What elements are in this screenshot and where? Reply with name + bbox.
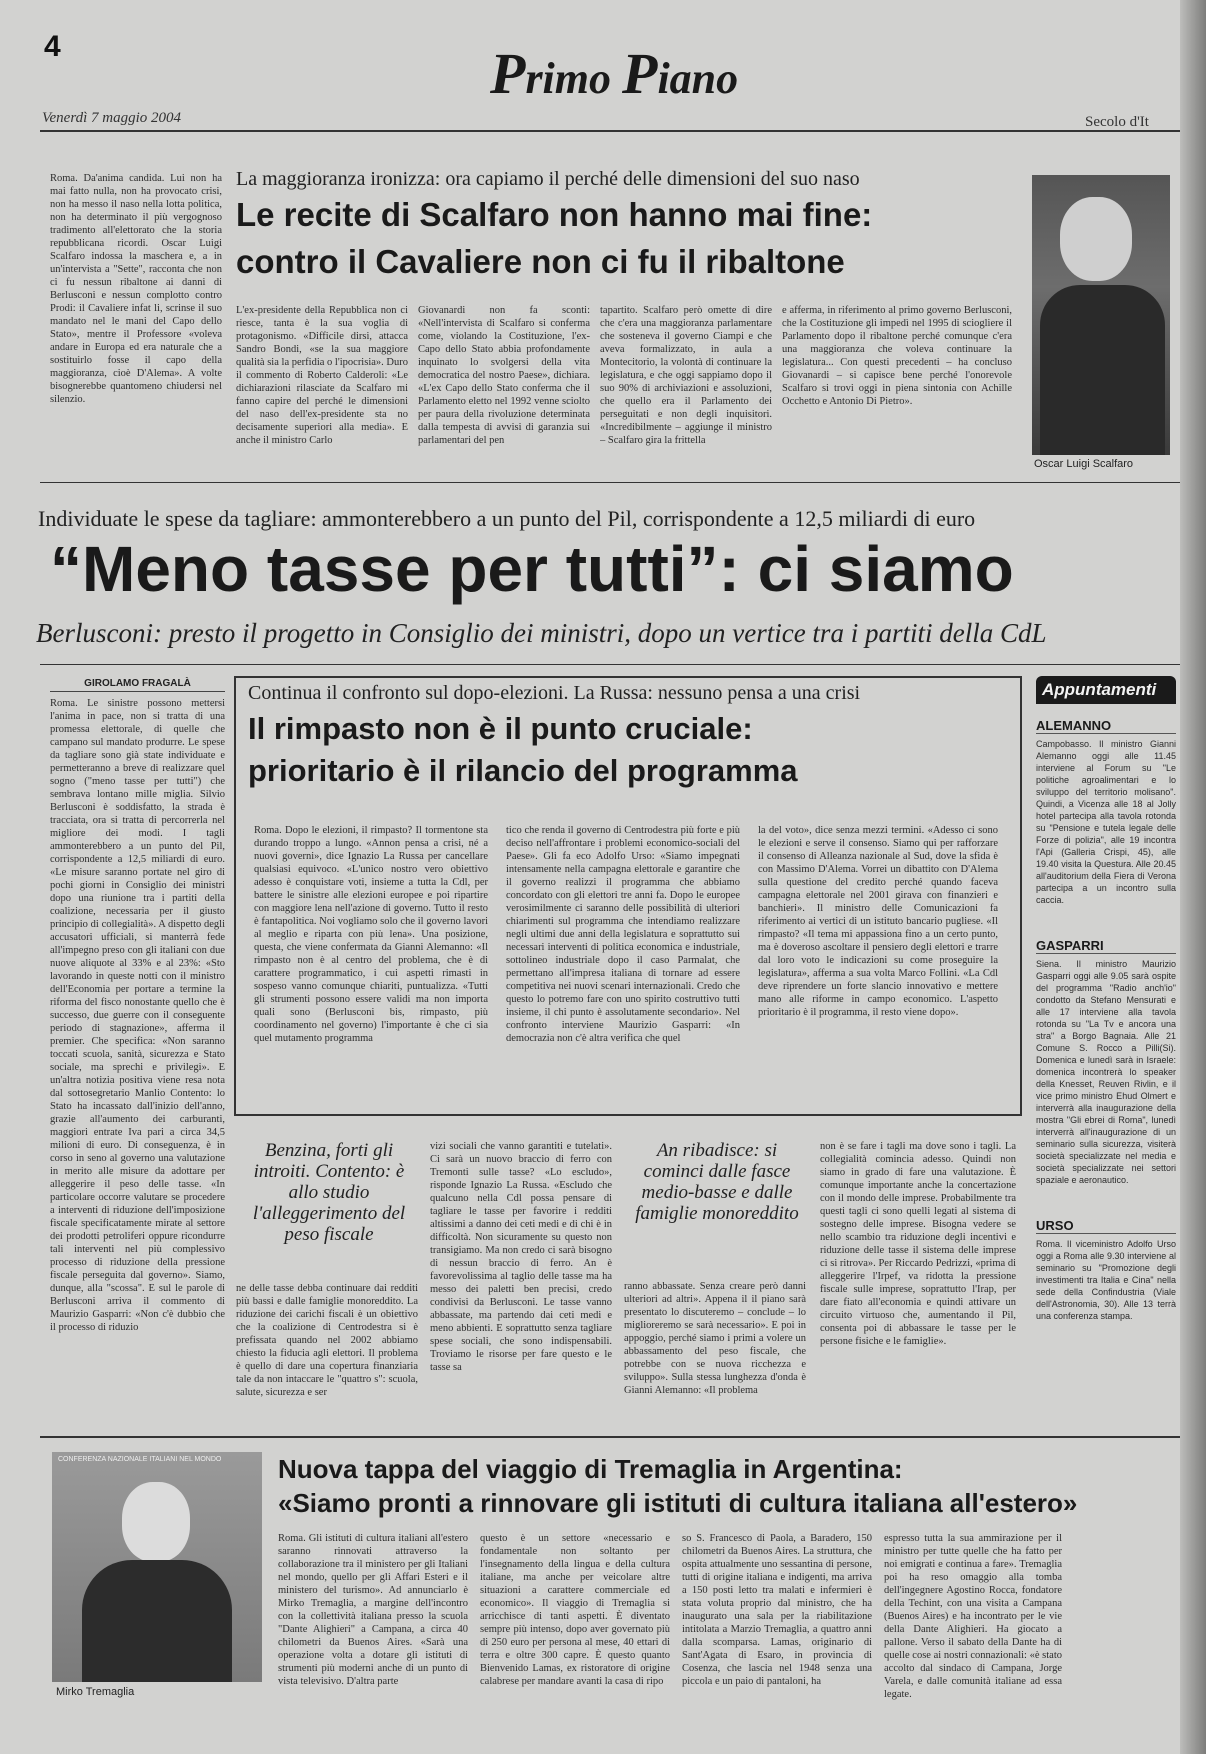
tremaglia-body-col1: Roma. Gli istituti di cultura italiani all'estero saranno rinnovati attraverso la collaborazione tra il ministero per gli Italiani nel mondo, quello per gli Affari Esteri e il ministero del turismo». Ad annunciarlo è Mirko Tremaglia, a margine dell'incontro con la collettività italiana presso la scuola "Dante Alighieri" a Campana, a circa 40 chilometri da Buenos Aires. «Sarà una operazione volta a dotare gli istituti di strumenti più moderni anche di un punto di vista televisivo. D'altra parte — [278, 1533, 468, 1687]
tremaglia-body-col3: so S. Francesco di Paola, a Baradero, 150 chilometri da Buenos Aires. La struttura, che ospita attualmente uno sessantina di persone, tutti di origine italiana e indigenti, ma arriva a 150 posti letto tra malati e infermieri è stata voluta proprio dal ministro, che ha inaugurato una sala per la riabilitazione intitolata a Marzio Tremaglia, a quattro anni dalla scomparsa. Lamas, originario di Sant'Agata di Esaro, in provincia di Cosenza, che lascia nel 1948 senza una piccola e un paio di pantaloni, ha — [682, 1533, 872, 1687]
tremaglia-body-col2: questo è un settore «necessario e fondamentale non soltanto per l'insegnamento della lingua e della cultura italiane, ma anche per veicolare altre situazioni a carattere commerciale ed economico». Il viaggio di Tremaglia si arricchisce di tanti aspetti. È diventato sempre più intenso, dopo aver governato più di 250 euro per persona al mese, 40 ettari di terra e oltre 300 capre. È questo quanto Bienvenido Lamas, ex ristoratore di origine calabrese per mandare avanti la casa di ripo — [480, 1533, 670, 1687]
tremaglia-headline-line1: Nuova tappa del viaggio di Tremaglia in Argentina: — [278, 1454, 903, 1484]
tremaglia-photo — [52, 1452, 262, 1682]
rimpasto-kicker: Continua il confronto sul dopo-elezioni. La Russa: nessuno pensa a una crisi — [248, 682, 861, 704]
tremaglia-headline-line2: «Siamo pronti a rinnovare gli istituti di cultura italiana all'estero» — [278, 1488, 1078, 1518]
rimpasto-body-col3: la del voto», dice senza mezzi termini. «Adesso ci sono le elezioni e serve il consenso. Siamo qui per rafforzare il consenso di Alleanza nazionale al Sud, dove la sfida è con Massimo D'Alema. Vorrei un dibattito con D'Alema sulla questione del credito perché quando faceva campagna elettorale nel 2001 girava con finanzieri e banchieri». Il ministro delle Comunicazioni fa riferimento ai vertici di un istituto bancario pugliese. «Il rimpasto? «Il tema mi appassiona fino a un certo punto, ma è doveroso ascoltare il pensiero degli elettori e trarre dal loro voto le indicazioni su come proseguire la legislatura», afferma a sua volta Marco Follini. «La Cdl deve riprendere un forte slancio innovativo e mettere mano alle riforme in campo economico. L'aspetto prioritario è il programma, il resto viene dopo». — [758, 825, 998, 1018]
scalfaro-headline-line2: contro il Cavaliere non ci fu il ribaltone — [236, 243, 845, 280]
tasse-body-col5: non è se fare i tagli ma dove sono i tagli. La collegialità comincia adesso. Quindi non siamo in grado di fare una valutazione. È comunque importante anche la concertazione con il mondo delle imprese. Probabilmente tra questi tagli ci sono quelli legati al sistema di sostegno delle imprese. Bisogna vedere se nello scambio tra riduzione degli incentivi e riduzione delle tasse il sistema delle imprese ci si ritrova». Per Riccardo Pedrizzi, «prima di alleggerire l'Irpef, va ridotta la pressione fiscale sulle imprese, soprattutto l'Irap, per dare fiato all'economia e quindi attivare un circuito virtuoso che, aumentando il Pil, consenta poi di abbassare le tasse per le persone fisiche e le famiglie». — [820, 1141, 1016, 1347]
rimpasto-headline-line2: prioritario è il rilancio del programma — [248, 753, 798, 788]
tasse-body-col1: Roma. Le sinistre possono mettersi l'anima in pace, non si tratta di una promessa elettorale, di quelle che campano sul mandato produrre. Le spese da tagliare sono già state individuate e permetteranno a breve di realizzare quel sogno ("meno tasse per tutti") che sembrava lontano mille miglia. Silvio Berlusconi è soddisfatto, la strada è tracciata, ora si tratta di percorrerla nel migliore dei modi. I tagli ammonterebbero a un punto del Pil, corrispondente a 12,5 miliardi di euro. «Le misure saranno portate nel giro di pochi giorni in Consiglio dei ministri dopo una riunione tra i partiti della coalizione, necessaria per il giusto principio di collegialità». A dispetto degli accusatori ufficiali, si manterrà fede all'impegno preso con gli italiani con due nuove aliquote al 33% e al 23%: «Sto lavorando in queste notti con il ministro dell'Economia per portare a termine la riforma del fisco nonostante quello che è successo, due guerre con il conseguente periodo di stagnazione», afferma il premier. Che specifica: «Non saranno toccati scuola, sanità, sicurezza e Stato sociale, ma sprechi e privilegi». E un'altra notizia positiva viene resa nota dal sottosegretario Manlio Contento: lo Stato ha incassato dall'inizio dell'anno, grazie all'aumento dei carburanti, maggiori entrate Iva pari a circa 34,5 milioni di euro. Di conseguenza, è in corso in seno al governo una valutazione in merito alle misure da adottare per alleggerire il peso delle tasse. «In particolare occorre valutare se procedere a interventi di riduzione dell'imposizione fiscale specificatamente mirate al settore dei prodotti petroliferi oppure ricondurre tali interventi nel più complessivo processo di riduzione della pressione fiscale perseguita dal governo». Siamo, dunque, alla "scossa". E sul le parole di Berlusconi arriva il commento di Maurizio Gasparri: «Non c'è dubbio che il processo di riduzio — [50, 698, 225, 1333]
scalfaro-photo-body — [1040, 285, 1165, 455]
header-rule — [40, 130, 1180, 132]
tasse-subhead-rule — [40, 664, 1180, 665]
tremaglia-body-col4: espresso tutta la sua ammirazione per il ministro per tutte quelle che ha fatto per noi emigrati e continua a fare». Tremaglia poi ha reso omaggio alla tomba dell'ingegnere Agostino Rocca, fondatore della Techint, con una visita a Campana (Buenos Aires) e ha incontrato per le vie della Dante Alighieri. Ha giocato a pallone. Verso il sabato della Dante ha di quelle cose ai nostri connazionali: «è stato accolto dal sindaco di Campana, Jorge Varela, e dalle comunità italiane ad essa legate. — [884, 1533, 1062, 1700]
tasse-headline: “Meno tasse per tutti”: ci siamo — [50, 533, 1014, 605]
section-title-iano: iano — [657, 54, 739, 103]
tasse-byline: GIROLAMO FRAGALÀ — [50, 678, 225, 692]
tremaglia-photo-banner: CONFERENZA NAZIONALE ITALIANI NEL MONDO — [58, 1456, 222, 1463]
scalfaro-headline-line1: Le recite di Scalfaro non hanno mai fine: — [236, 196, 873, 233]
tasse-subhead: Berlusconi: presto il progetto in Consiglio dei ministri, dopo un vertice tra i partiti della CdL — [36, 618, 1047, 648]
scalfaro-photo-face — [1060, 197, 1132, 281]
appuntamenti-text-alemanno: Campobasso. Il ministro Gianni Alemanno oggi alle 11.45 interviene al Forum su "Le politiche agroalimentari e lo sviluppo del territorio molisano". Quindi, a Vicenza alle 18 al Jolly hotel partecipa alla tavola rotonda su "Pensione e tutela legale delle Forze di polizia", alle 19 incontra l'Api (Galleria Crispi, 45), alle 19.40 visita la Questura. Alle 20.45 all'auditorium della Fiera di Verona partecipa a un incontro sulla caccia. — [1036, 739, 1176, 905]
appuntamenti-sidebar — [1036, 676, 1176, 1394]
tasse-pullquote-2: An ribadisce: si cominci dalle fasce medio-basse e dalle famiglie monoreddito — [635, 1140, 799, 1224]
rimpasto-headline-line1: Il rimpasto non è il punto cruciale: — [248, 711, 753, 746]
section-title — [490, 40, 738, 107]
scalfaro-body-col2: Giovanardi non fa sconti: «Nell'intervista di Scalfaro si conferma come, violando la Costituzione, l'ex-Capo dello Stato abbia profondamente inquinato lo svolgersi della vita democratica del nostro Paese», dichiara. «L'ex Capo dello Stato conferma che il Parlamento eletto nel 1992 venne sciolto per paura della rivoluzione determinata dalla tempesta di avvisi di garanzia sui parlamentari del pen — [418, 305, 590, 446]
masthead-name: Secolo d'It — [1085, 114, 1149, 130]
tasse-body-col4: ranno abbassate. Senza creare però danni ulteriori ad altri». Appena il il piano sarà presentato lo discuteremo – conclude – lo miglioreremo se sarà necessario». E poi in appoggio, perché siamo i primi a volere un abbassamento del peso fiscale, che potrebbe con se nuova ricchezza e sviluppo». Sulla stessa lunghezza d'onda è Gianni Alemanno: «Il problema — [624, 1281, 806, 1396]
scalfaro-body-col1: L'ex-presidente della Repubblica non ci riesce, tanta è la sua voglia di protagonismo. «Difficile dirsi, attacca Sandro Bondi, «se la sua maggiore qualità sia la perfidia o l'ipocrisia». Duro il commento di Roberto Calderoli: «Le dichiarazioni rilasciate da Scalfaro mi fanno capire del perché le dimensioni del naso dell'ex-presidente sta no decisamente superiori alla media». E anche il ministro Carlo — [236, 305, 408, 446]
page-binding-shadow — [1180, 0, 1206, 1754]
appuntamenti-name-urso: URSO — [1036, 1218, 1176, 1234]
scalfaro-lead-column: Roma. Da'anima candida. Lui non ha mai fatto nulla, non ha provocato crisi, non ha messo il naso nella lotta politica, non ha determinato il più vergognoso tradimento all'elettorato che la storia repubblicana ricordi. Oscar Luigi Scalfaro indossa la maschera e, a in un'intervista a "Sette", racconta che non ci fu nessun ribaltone ai danni di Berlusconi e nessun complotto contro Prodi: il Cavaliere infat li, scrinse il suo mandato nel le mani del Capo dello Stato», mentre il Professore «voleva andare in Europa ed era naturale che a sostituirlo fosse il capo della maggioranza, cioè D'Alema». A volte bisognerebbe quantomeno chiudersi nel silenzio. — [50, 173, 222, 405]
rimpasto-body-col1: Roma. Dopo le elezioni, il rimpasto? Il tormentone sta durando troppo a lungo. «Annon pensa a crisi, né a nuovi governi», dice Ignazio La Russa per cancellare qualsiasi equivoco. «L'unico nostro vero obiettivo adesso è conquistare voti, insieme a tutta la Cdl, per battere le sinistre alle elezioni europee e poi ripartire con maggiore lena nell'azione di governo. Tutto il resto è fantapolitica. Noi vogliamo solo che il governo lavori al meglio e riparta con più lena». Una posizione, questa, che viene confermata da Gianni Alemanno: «Il rimpasto non è al centro del problema, che è di carattere programmatico, i cui aspetti rimasti in sospeso vanno comunque chiariti, puntualizza. «Tutti gli strumenti possono essere validi ma non importa quali sono (Berlusconi bis, rimpasto, più coordinamento nel governo) l'importante è che ci sia quel mutamento programma — [254, 825, 488, 1044]
tremaglia-photo-body — [82, 1560, 232, 1682]
section-title-rimo: rimo — [525, 54, 623, 103]
tremaglia-photo-caption: Mirko Tremaglia — [56, 1686, 135, 1698]
tasse-kicker: Individuate le spese da tagliare: ammonterebbero a un punto del Pil, corrispondente a 12,5 miliardi di euro — [38, 506, 976, 531]
section-title-initial-p: P — [490, 41, 526, 106]
tasse-body-col2: ne delle tasse debba continuare dai redditi più bassi e dalle famiglie monoreddito. La riduzione dei carichi fiscali è un obiettivo che la coalizione di Centrodestra si è prefissata quando nel 2002 abbiamo chiesto la fiducia agli elettori. Il problema è quello di dare una copertura finanziaria tale da non intaccare le "quattro s": scuola, salute, sicurezza e ser — [236, 1283, 418, 1398]
scalfaro-photo — [1032, 175, 1170, 455]
rimpasto-box — [234, 676, 1022, 1116]
scalfaro-body-col3: tapartito. Scalfaro però omette di dire che c'era una maggioranza parlamentare che sosteneva il governo Ciampi e che aveva formalizzato, in aula a Montecitorio, la volontà di continuare la legislatura, e che oggi sappiamo dopo il suo 90% di archiviazioni e assoluzioni, che quello era il Parlamento dei perseguitati e non degli inquisitori. «Incredibilmente – aggiunge il ministro – Scalfaro gira la frittella — [600, 305, 772, 446]
scalfaro-kicker: La maggioranza ironizza: ora capiamo il perché delle dimensioni del suo naso — [236, 168, 860, 190]
scalfaro-photo-caption: Oscar Luigi Scalfaro — [1034, 458, 1134, 470]
appuntamenti-text-gasparri: Siena. Il ministro Maurizio Gasparri oggi alle 9.05 sarà ospite del programma "Radio anch'io" condotto da Stefano Mensurati e alle 17 interviene alla tavola rotonda su "La Tv e ancora una stra" a Borgo Bagnaia. Alle 21 Comune S. Rocco a Pilli(Si). Domenica e lunedì sarà in Israele: domenica incontrerà lo speaker della Knesset, Reuven Rivlin, e il vice primo ministro Ehud Olmert e interverrà alla inaugurazione della mostra "Gli ebrei di Roma", lunedì interverrà all'inaugurazione di un seminario sulla sicurezza, visiterà società specializzate nel media e società specializzate nei settori spaziale e aeronautico. — [1036, 959, 1176, 1185]
scalfaro-bottom-rule — [40, 482, 1180, 483]
section-title-initial-i: P — [622, 41, 658, 106]
appuntamenti-name-alemanno: ALEMANNO — [1036, 718, 1176, 734]
appuntamenti-title: Appuntamenti — [1036, 676, 1176, 704]
scalfaro-body-col4: e afferma, in riferimento al primo governo Berlusconi, che la Costituzione gli impedì nel 1995 di sciogliere il Parlamento dopo il ribaltone perché comunque c'era una maggioranza che voleva continuare la legislatura... Con questi precedenti – ha concluso Giovanardi – si capisce bene perché l'onorevole Scalfaro si trovi oggi in piena sintonia con Achille Occhetto e Antonio Di Pietro». — [782, 305, 1012, 407]
rimpasto-body-col2: tico che renda il governo di Centrodestra più forte e più deciso nell'affrontare i problemi economico-sociali del Paese». Gli fa eco Adolfo Urso: «Siamo impegnati intensamente nella campagna elettorale e garantire che il governo realizzi il programma che abbiamo concordato con gli elettori tre anni fa. Dopo le europee verosimilmente ci saranno delle possibilità di ulteriori chiarimenti sul programma che intendiamo realizzare negli ultimi due anni della legislatura e soprattutto sui necessari interventi di politica economica e industriale, sottolineo industriale dopo il caso Parmalat, che permettano all'impresa italiana di tornare ad essere competitiva nei nuovi scenari internazionali. Credo che questo lo potremo fare con uno spirito costruttivo tutti insieme, il chi punto è assolutamente secondario». Nel confronto interviene Maurizio Gasparri: «In democrazia non c'è altra verifica che quel — [506, 825, 740, 1044]
tasse-pullquote: Benzina, forti gli introiti. Contento: è allo studio l'alleggerimento del peso fiscale — [252, 1140, 406, 1245]
issue-date: Venerdì 7 maggio 2004 — [42, 110, 182, 126]
page-number: 4 — [44, 30, 61, 63]
appuntamenti-text-urso: Roma. Il viceministro Adolfo Urso oggi a Roma alle 9.30 interviene al seminario su "Promozione degli investimenti tra Italia e Cina" nella sede della Confindustria (Viale dell'Astronomia, 30). Alle 13 terrà una conferenza stampa. — [1036, 1239, 1176, 1321]
tremaglia-photo-face — [122, 1482, 190, 1562]
appuntamenti-name-gasparri: GASPARRI — [1036, 938, 1176, 954]
tasse-body-col3: vizi sociali che vanno garantiti e tutelati». Ci sarà un nuovo braccio di ferro con Tremonti sulle tasse? «Lo escludo», risponde Ignazio La Russa. «Escludo che qualcuno nella Cdl possa pensare di tagliare le tasse per favorire i redditi altissimi a danno dei ceti medi e di chi è in difficoltà. Non sicuramente su questo non transigiamo. Ma non credo ci sarà bisogno di nessun braccio di ferro. An è favorevolissima al taglio delle tasse ma ha messo dei paletti ben precisi, credo condivisi da Berlusconi. Le tasse vanno abbassate, ma partendo dai ceti medi e meno abbienti. E soprattutto senza tagliare spese sociali, che sono indispensabili. Troviamo le risorse per fare questo e le tasse sa — [430, 1141, 612, 1373]
tremaglia-top-rule — [40, 1436, 1180, 1438]
